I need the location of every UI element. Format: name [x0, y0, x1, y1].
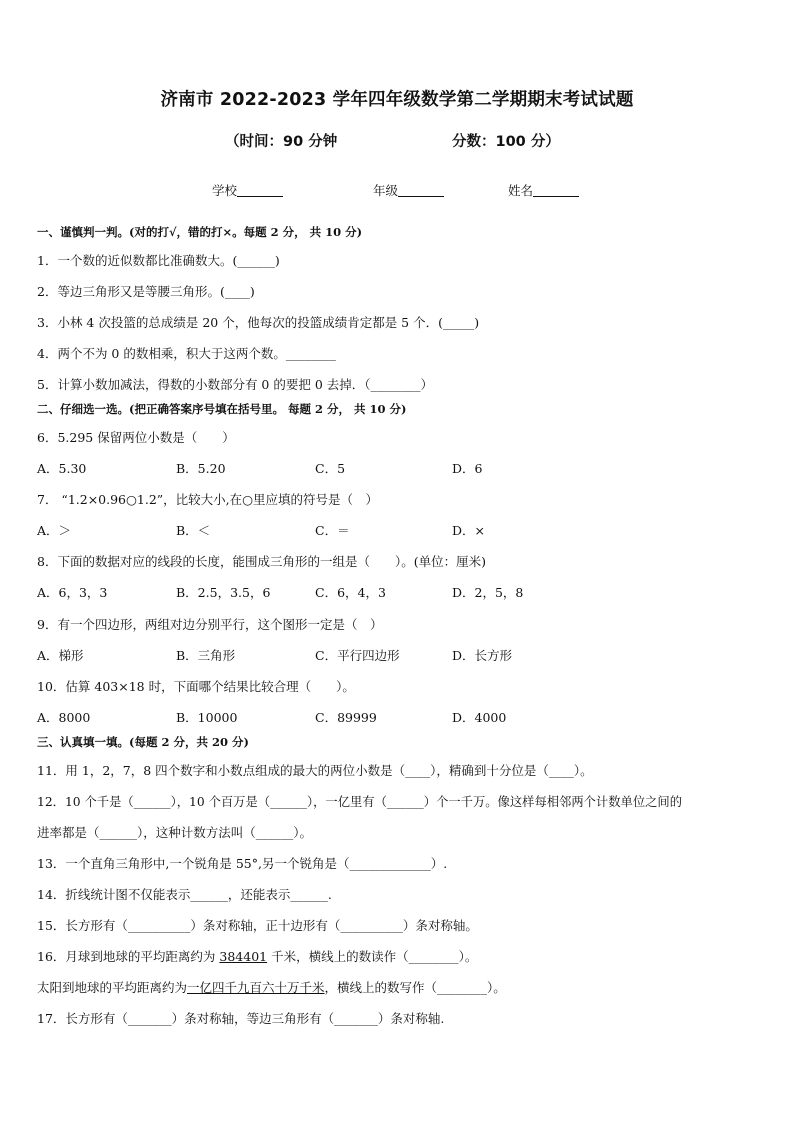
option: D．长方形 — [452, 648, 513, 663]
grade-label: 年级 — [373, 183, 399, 198]
option: B．＜ — [176, 523, 211, 538]
question: 12．10 个千是（______），10 个百万是（______），一亿里有（______）个一千万。像这样每相邻两个计数单位之间的 — [37, 795, 683, 809]
option: C．＝ — [315, 523, 350, 538]
question: 7． “1.2×0.96○1.2”，比较大小,在○里应填的符号是（ ） — [37, 492, 379, 507]
question-text: 太阳到地球的平均距离约为 — [37, 980, 188, 995]
grade-field[interactable] — [373, 181, 444, 199]
question: 1．一个数的近似数都比准确数大。(______) — [37, 253, 280, 268]
school-blank[interactable] — [237, 184, 283, 197]
question-text: 千米，横线上的数读作（________）。 — [267, 949, 478, 964]
question: 17．长方形有（_______）条对称轴，等边三角形有（_______）条对称轴. — [37, 1011, 445, 1026]
option: C．5 — [315, 461, 346, 476]
option: C．6，4，3 — [315, 585, 386, 600]
exam-time: （时间：90 分钟 — [225, 134, 338, 150]
option: D．× — [452, 523, 485, 538]
question: 5．计算小数加减法，得数的小数部分有 0 的要把 0 去掉．（________） — [37, 377, 434, 392]
option: B．5.20 — [176, 461, 226, 476]
option: B．2.5，3.5，6 — [176, 585, 271, 600]
option: A．＞ — [37, 523, 72, 538]
question: 6．5.295 保留两位小数是（ ） — [37, 430, 235, 445]
question: 3．小林 4 次投篮的总成绩是 20 个，他每次的投篮成绩肯定都是 5 个．(_____) — [37, 315, 480, 330]
option: B．三角形 — [176, 648, 236, 663]
name-label: 姓名 — [508, 183, 534, 198]
question: 8．下面的数据对应的线段的长度，能围成三角形的一组是（ ）。(单位：厘米) — [37, 554, 486, 569]
grade-blank[interactable] — [398, 184, 444, 197]
option: B．10000 — [176, 710, 238, 725]
section-heading: 二、仔细选一选。(把正确答案序号填在括号里。 每题 2 分， 共 10 分) — [37, 402, 407, 416]
option: D．2，5，8 — [452, 585, 524, 600]
section-heading: 一、谨慎判一判。(对的打√，错的打×。每题 2 分， 共 10 分) — [37, 225, 363, 239]
option: D．6 — [452, 461, 483, 476]
name-blank[interactable] — [533, 184, 579, 197]
question: 9．有一个四边形，两组对边分别平行，这个图形一定是（ ） — [37, 617, 383, 632]
option: A．8000 — [37, 710, 91, 725]
option: C．平行四边形 — [315, 648, 400, 663]
question: 13．一个直角三角形中,一个锐角是 55°,另一个锐角是（_____________）. — [37, 856, 448, 871]
question — [37, 978, 506, 996]
question: 15．长方形有（__________）条对称轴，正十边形有（__________）条对称轴。 — [37, 918, 478, 933]
question — [37, 947, 477, 965]
question: 14．折线统计图不仅能表示______，还能表示______. — [37, 887, 332, 902]
question-text: ，横线上的数写作（________）。 — [324, 980, 506, 995]
option: A．6，3，3 — [37, 585, 108, 600]
question: 2．等边三角形又是等腰三角形。(____) — [37, 284, 255, 299]
question-text: 16．月球到地球的平均距离约为 — [37, 949, 220, 964]
exam-score: 分数：100 分） — [452, 134, 560, 150]
question: 进率都是（______），这种计数方法叫（______）。 — [37, 825, 313, 840]
question: 10．估算 403×18 时，下面哪个结果比较合理（ ）。 — [37, 679, 355, 694]
underlined-number: 384401 — [219, 949, 268, 964]
option: A．5.30 — [37, 461, 87, 476]
underlined-number: 一亿四千九百六十万千米 — [187, 980, 325, 995]
question: 11．用 1，2，7，8 四个数字和小数点组成的最大的两位小数是（____），精确到十分位是（____）。 — [37, 763, 593, 778]
option: C．89999 — [315, 710, 377, 725]
option: D．4000 — [452, 710, 507, 725]
name-field[interactable] — [508, 181, 579, 199]
question: 4．两个不为 0 的数相乘，积大于这两个数。________ — [37, 346, 336, 361]
option: A．梯形 — [37, 648, 84, 663]
school-field[interactable] — [212, 181, 283, 199]
page-title: 济南市 2022-2023 学年四年级数学第二学期期末考试试题 — [160, 90, 634, 110]
section-heading: 三、认真填一填。(每题 2 分，共 20 分) — [37, 735, 249, 749]
school-label: 学校 — [212, 183, 238, 198]
